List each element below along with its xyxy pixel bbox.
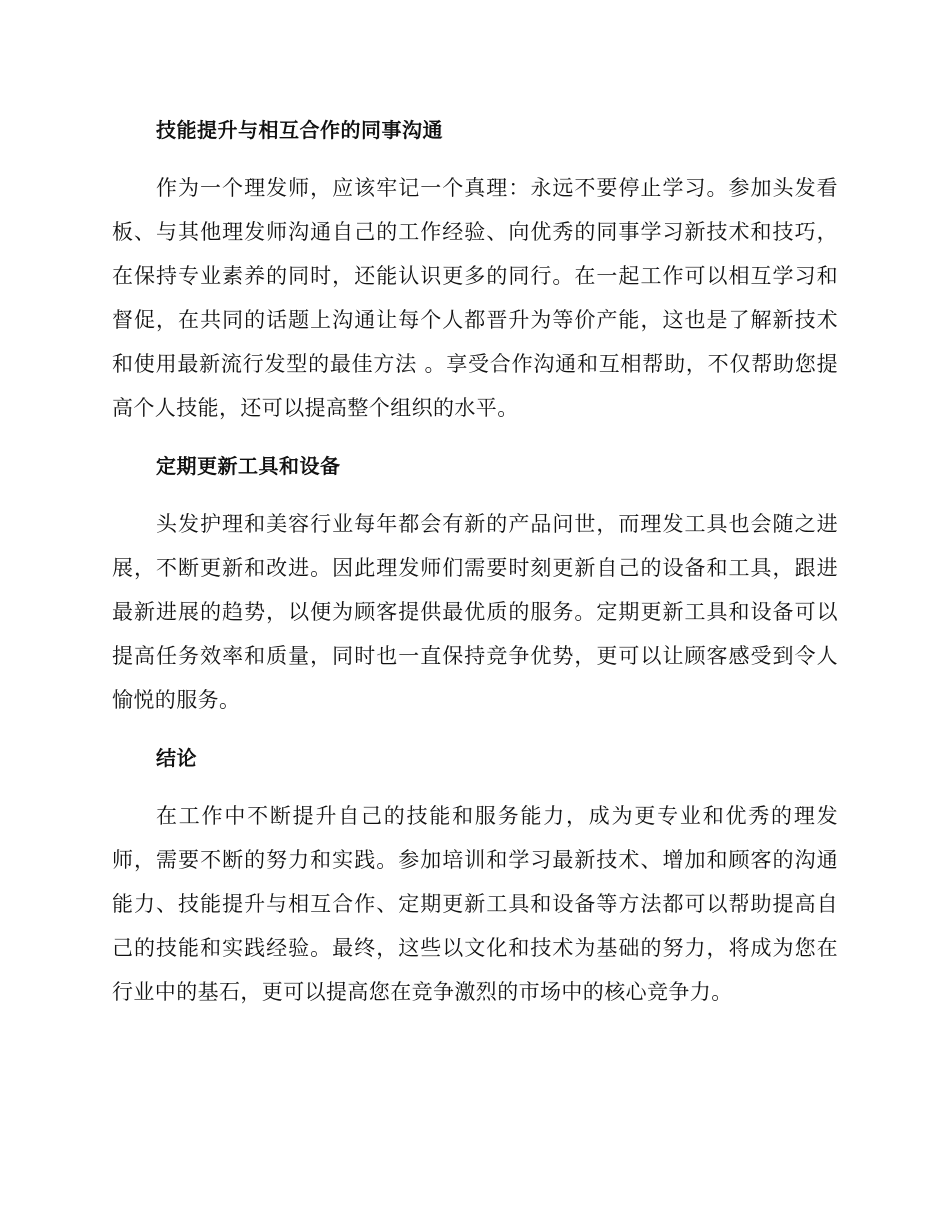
section-collaboration [112, 116, 838, 430]
section-tools-update [112, 452, 838, 722]
section-paragraph: 头发护理和美容行业每年都会有新的产品问世，而理发工具也会随之进展，不断更新和改进。因此理发师们需要时刻更新自己的设备和工具，跟进最新进展的趋势，以便为顾客提供最优质的服务。定期更新工具和设备可以提高任务效率和质量，同时也一直保持竞争优势，更可以让顾客感受到令人愉悦的服务。 [112, 512, 838, 712]
section-heading: 结论 [156, 746, 197, 770]
section-heading: 技能提升与相互合作的同事沟通 [156, 118, 443, 142]
section-paragraph: 作为一个理发师，应该牢记一个真理：永远不要停止学习。参加头发看板、与其他理发师沟通自己的工作经验、向优秀的同事学习新技术和技巧，在保持专业素养的同时，还能认识更多的同行。在一起工作可以相互学习和督促，在共同的话题上沟通让每个人都晋升为等价产能，这也是了解新技术和使用最新流行发型的最佳方法 。享受合作沟通和互相帮助，不仅帮助您提高个人技能，还可以提高整个组织的水平。 [112, 176, 838, 420]
section-conclusion [112, 744, 838, 1014]
section-heading: 定期更新工具和设备 [156, 454, 341, 478]
section-paragraph: 在工作中不断提升自己的技能和服务能力，成为更专业和优秀的理发师，需要不断的努力和实践。参加培训和学习最新技术、增加和顾客的沟通能力、技能提升与相互合作、定期更新工具和设备等方法都可以帮助提高自己的技能和实践经验。最终，这些以文化和技术为基础的努力，将成为您在行业中的基石，更可以提高您在竞争激烈的市场中的核心竞争力。 [112, 804, 838, 1004]
